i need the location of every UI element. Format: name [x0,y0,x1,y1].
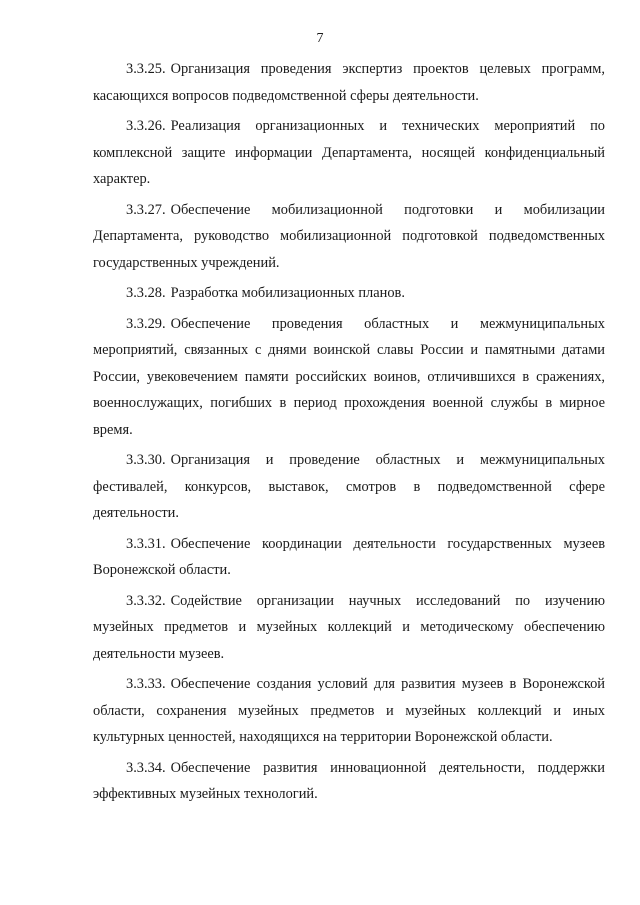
paragraph-number: 3.3.25. [126,61,166,77]
paragraph-3-3-26 [93,113,605,193]
paragraph-number: 3.3.29. [126,315,166,332]
paragraph-3-3-33 [93,671,605,751]
paragraph-3-3-25 [93,56,605,109]
paragraph-number: 3.3.34. [126,759,166,776]
paragraph-text: Разработка мобилизационных планов. [170,285,405,301]
paragraph-3-3-29 [93,311,605,444]
paragraph-number: 3.3.32. [126,592,166,609]
paragraph-3-3-28 [93,280,605,307]
paragraph-number: 3.3.26. [126,118,166,134]
paragraph-number: 3.3.31. [126,535,166,552]
document-body [93,56,605,812]
page-number: 7 [316,31,324,46]
paragraph-text: Обеспечение создания условий для развития музеев в Воронежской области, сохранения музейных предметов и музейных коллекций и иных культурных ценностей, находящихся на территории Воронежской области. [93,676,605,745]
paragraph-text: Реализация организационных и технических мероприятий по комплексной защите информации Департамента, носящей конфиденциальный характер. [93,118,605,187]
paragraph-3-3-31 [93,531,605,584]
paragraph-3-3-30 [93,447,605,527]
paragraph-text: Организация и проведение областных и межмуниципальных фестивалей, конкурсов, выставок, смотров в подведомственной сфере деятельности. [93,452,605,521]
paragraph-number: 3.3.30. [126,452,166,468]
paragraph-text: Обеспечение развития инновационной деятельности, поддержки эффективных музейных технологий. [93,759,605,802]
paragraph-text: Содействие организации научных исследований по изучению музейных предметов и музейных коллекций и методическому обеспечению деятельности музеев. [93,592,605,662]
paragraph-text: Обеспечение проведения областных и межмуниципальных мероприятий, связанных с днями воинской славы России и памятными датами России, увековечением памяти российских воинов, отличившихся в сражениях, военнослужащих, погибших в период прохождения военной службы в мирное время. [93,315,605,438]
paragraph-text: Организация проведения экспертиз проектов целевых программ, касающихся вопросов подведомственной сферы деятельности. [93,61,605,104]
paragraph-number: 3.3.27. [126,201,166,218]
paragraph-3-3-27 [93,197,605,277]
paragraph-number: 3.3.28. [126,285,166,301]
paragraph-text: Обеспечение координации деятельности государственных музеев Воронежской области. [93,535,605,578]
paragraph-number: 3.3.33. [126,676,166,692]
paragraph-3-3-34 [93,755,605,808]
paragraph-3-3-32 [93,588,605,668]
paragraph-text: Обеспечение мобилизационной подготовки и мобилизации Департамента, руководство мобилизационной подготовкой подведомственных государственных учреждений. [93,201,605,271]
